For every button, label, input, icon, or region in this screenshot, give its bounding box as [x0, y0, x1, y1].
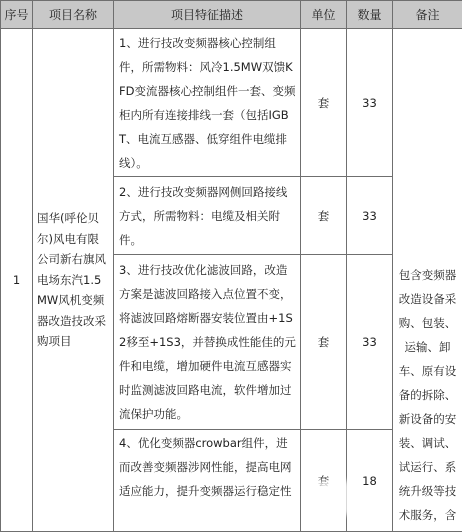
remark-text: 包含变频器改造设备采购、包装、运输、卸车、原有设备的拆除、新设备的安装、调试、试运行、系统升级等技术服务，含 — [396, 263, 459, 531]
header-description: 项目特征描述 — [114, 1, 301, 29]
unit-cell: 套 — [301, 255, 347, 430]
remark-cell — [393, 29, 462, 532]
unit-cell: 套 — [301, 29, 347, 177]
description-cell: 2、进行技改变频器网侧回路接线方式，所需物料：电缆及相关附件。 — [114, 177, 301, 255]
description-cell: 3、进行技改优化滤波回路，改造方案是滤波回路接入点位置不变，将滤波回路熔断器安装位置由+1S2移至+1S3，并替换成性能佳的元件和电缆，增加硬件电流互感器实时监测滤波回路电流，软件增加过流保护功能。 — [114, 255, 301, 430]
quantity-cell: 33 — [347, 29, 393, 177]
header-row — [1, 1, 462, 29]
description-text: 4、优化变频器crowbar组件，进而改善变频器涉网性能，提高电网适应能力，提升变频器运行稳定性 — [119, 431, 296, 530]
quantity-cell: 33 — [347, 177, 393, 255]
quantity-cell: 33 — [347, 255, 393, 430]
description-cell: 1、进行技改变频器核心控制组件，所需物料：风冷1.5MW双馈KFD变流器核心控制组件一套、变频柜内所有连接排线一套（包括IGBT、电流互感器、低穿组件电缆排线）。 — [114, 29, 301, 177]
header-remark: 备注 — [393, 1, 462, 29]
project-name-cell: 国华(呼伦贝尔)风电有限公司新右旗风电场东汽1.5MW风机变频器改造技改采购项目 — [33, 29, 114, 532]
quantity-cell: 18 — [347, 430, 393, 532]
header-unit: 单位 — [301, 1, 347, 29]
table-row — [1, 29, 462, 177]
description-cell — [114, 430, 301, 532]
header-quantity: 数量 — [347, 1, 393, 29]
obscured-patch — [308, 481, 352, 515]
header-project-name: 项目名称 — [33, 1, 114, 29]
unit-cell: 套 — [301, 177, 347, 255]
seq-cell: 1 — [1, 29, 33, 532]
header-seq: 序号 — [1, 1, 33, 29]
